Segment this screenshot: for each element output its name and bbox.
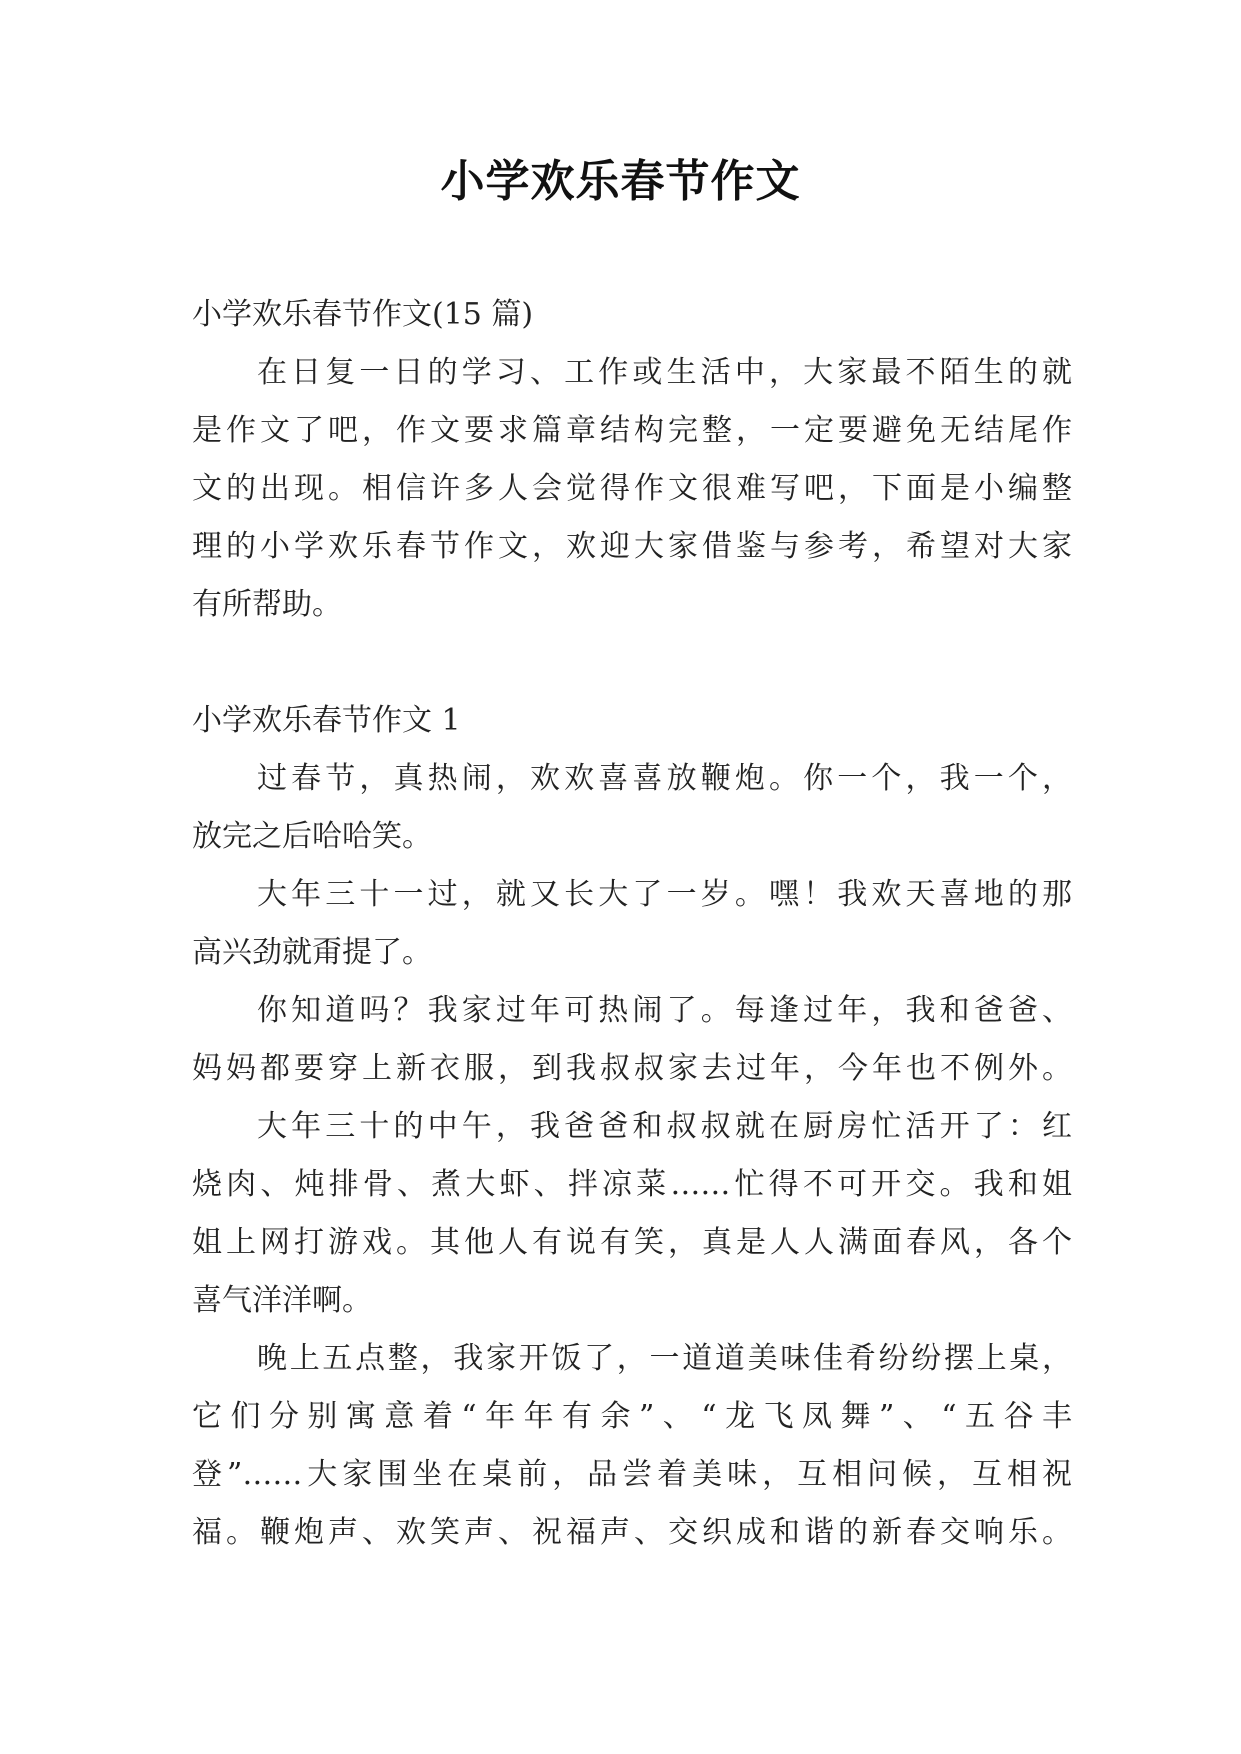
paragraph-line: 妈妈都要穿上新衣服，到我叔叔家去过年，今年也不例外。: [192, 1051, 1072, 1086]
paragraph-line: 过春节，真热闹，欢欢喜喜放鞭炮。你一个，我一个，: [257, 761, 1072, 796]
paragraph-line: 大年三十一过，就又长大了一岁。嘿！我欢天喜地的那: [257, 877, 1072, 912]
essay-paragraph: [192, 982, 1072, 1098]
paragraph-line: 福。鞭炮声、欢笑声、祝福声、交织成和谐的新春交响乐。: [192, 1515, 1072, 1550]
paragraph-line: 姐上网打游戏。其他人有说有笑，真是人人满面春风，各个: [192, 1225, 1072, 1260]
intro-line: 是作文了吧，作文要求篇章结构完整，一定要避免无结尾作: [192, 413, 1072, 448]
section-heading: 小学欢乐春节作文 1: [192, 703, 461, 738]
essay-paragraph: [192, 750, 1072, 866]
document-title: 小学欢乐春节作文: [440, 156, 801, 207]
paragraph-line: 高兴劲就甭提了。: [192, 935, 432, 970]
section-spacer: [192, 634, 1072, 692]
document-body: [192, 286, 1072, 1562]
paragraph-line: 放完之后哈哈笑。: [192, 819, 432, 854]
intro-line: 文的出现。相信许多人会觉得作文很难写吧，下面是小编整: [192, 471, 1072, 506]
paragraph-line: 喜气洋洋啊。: [192, 1283, 372, 1318]
paragraph-line: 登”……大家围坐在桌前，品尝着美味，互相问候，互相祝: [192, 1457, 1072, 1492]
paragraph-line: 它们分别寓意着“年年有余”、“龙飞凤舞”、“五谷丰: [192, 1399, 1072, 1434]
paragraph-line: 烧肉、炖排骨、煮大虾、拌凉菜……忙得不可开交。我和姐: [192, 1167, 1072, 1202]
document-subtitle: 小学欢乐春节作文(15 篇): [192, 297, 534, 332]
paragraph-line: 你知道吗？我家过年可热闹了。每逢过年，我和爸爸、: [257, 993, 1072, 1028]
intro-paragraph: [192, 344, 1072, 634]
essay-paragraph: [192, 866, 1072, 982]
paragraph-line: 大年三十的中午，我爸爸和叔叔就在厨房忙活开了：红: [257, 1109, 1072, 1144]
intro-line: 有所帮助。: [192, 587, 342, 622]
essay-paragraph: [192, 1098, 1072, 1330]
intro-line: 理的小学欢乐春节作文，欢迎大家借鉴与参考，希望对大家: [192, 529, 1072, 564]
paragraph-line: 晚上五点整，我家开饭了，一道道美味佳肴纷纷摆上桌，: [257, 1341, 1072, 1376]
intro-line: 在日复一日的学习、工作或生活中，大家最不陌生的就: [257, 355, 1072, 390]
essay-paragraph: [192, 1330, 1072, 1562]
